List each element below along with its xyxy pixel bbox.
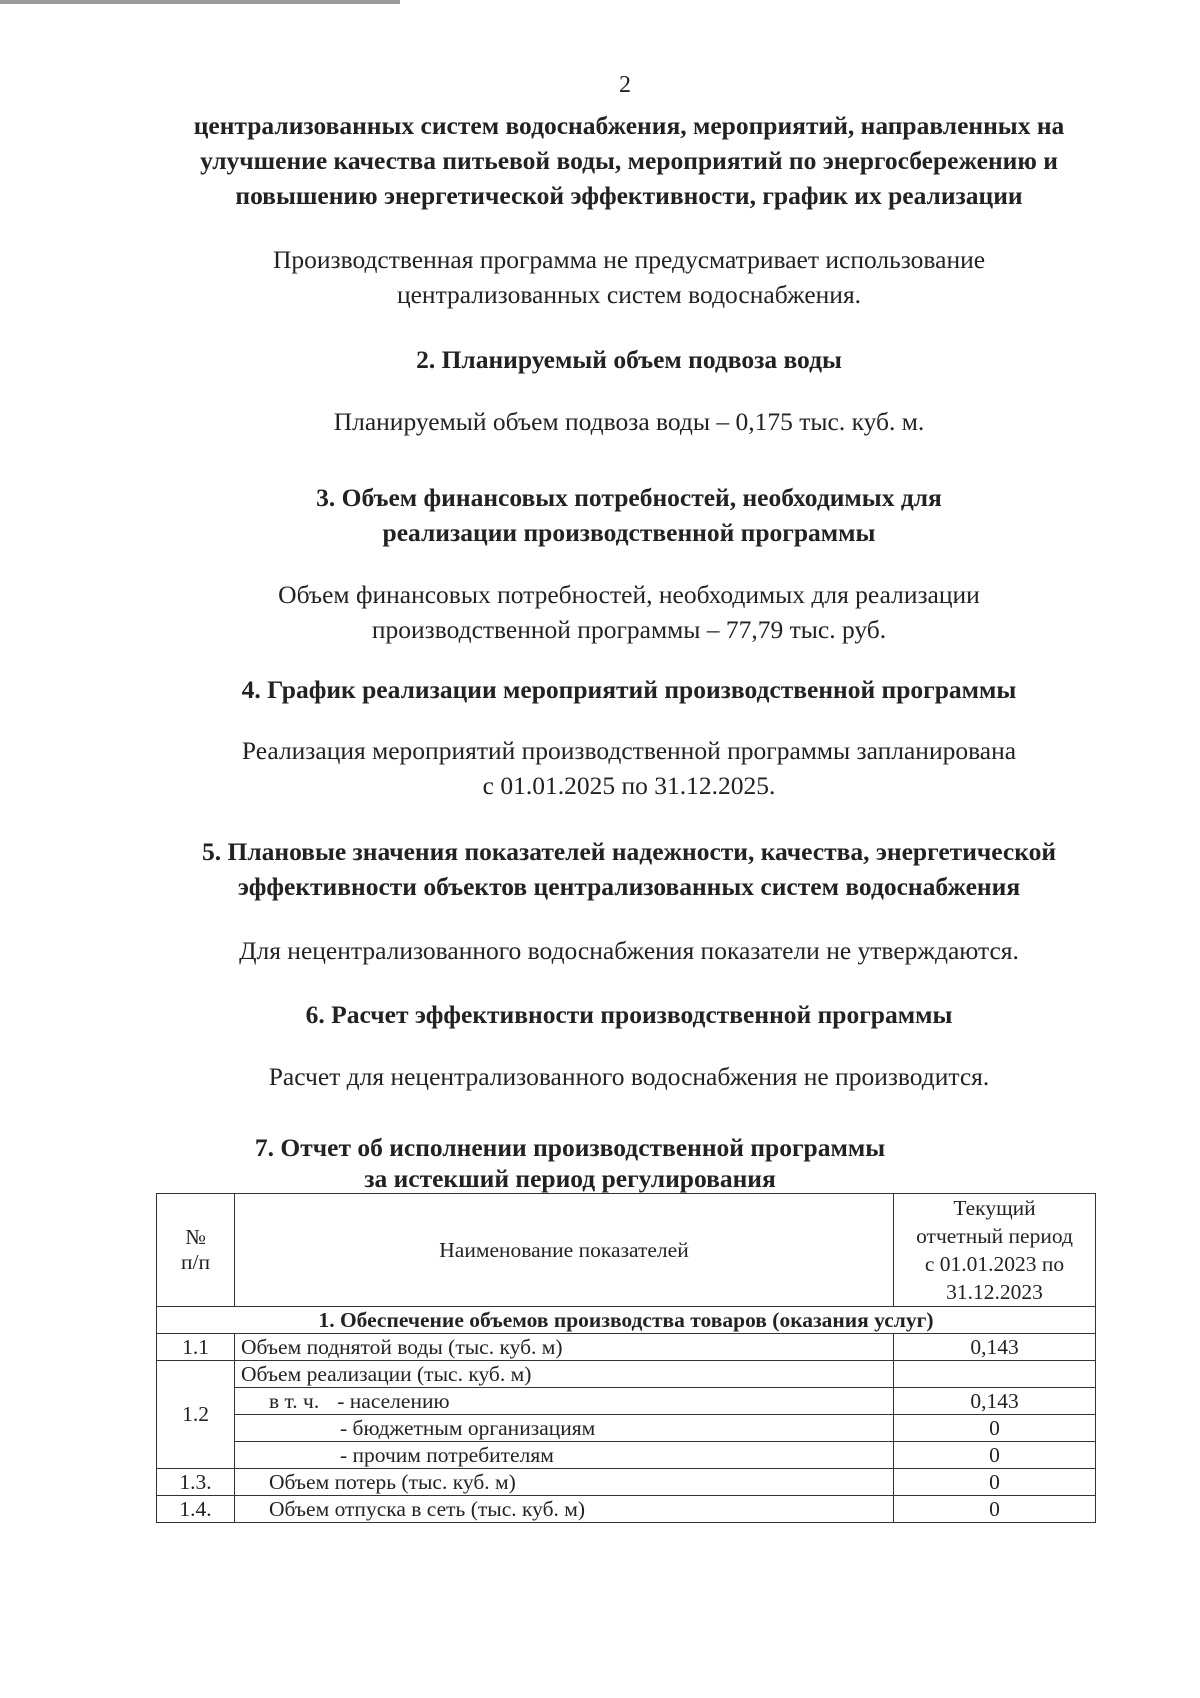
section-7-title-line: 7. Отчет об исполнении производственной программы [254,1133,886,1162]
table-row [157,1469,1096,1496]
section-2-paragraph: Планируемый объем подвоза воды – 0,175 тыс. куб. м. [333,407,925,436]
row-number: 1.2 [157,1361,235,1469]
row-value: 0,143 [894,1334,1096,1361]
table-row [157,1361,1096,1388]
row-name: Объем реализации (тыс. куб. м) [235,1361,894,1388]
intro-paragraph [150,242,1108,312]
table-header-row [157,1194,1096,1307]
row-number: 1.4. [157,1496,235,1523]
section-3-paragraph-line: Объем финансовых потребностей, необходимых для реализации [278,580,980,609]
table-row [157,1334,1096,1361]
section-5-title-line: 5. Плановые значения показателей надежности, качества, энергетической [201,837,1057,866]
section-6-paragraph: Расчет для нецентрализованного водоснабжения не производится. [268,1062,990,1091]
row-subname: - населению [337,1388,450,1413]
header-number-cell [157,1194,235,1307]
intro-text-line: Производственная программа не предусматривает использование [272,245,986,274]
intro-text-line: централизованных систем водоснабжения. [396,280,862,309]
section-3-title-line: 3. Объем финансовых потребностей, необходимых для [316,483,942,512]
row-value [894,1361,1096,1388]
section-2-title [150,342,1108,377]
section-2-title-text: 2. Планируемый объем подвоза воды [416,345,842,374]
header-period-line: с 01.01.2023 по [924,1252,1065,1276]
section-5-title [150,834,1108,904]
header-number-symbol: № [185,1225,206,1249]
section-4-title-text: 4. График реализации мероприятий производственной программы [241,675,1017,704]
row-value: 0 [894,1496,1096,1523]
row-value: 0 [894,1442,1096,1469]
row-name [235,1388,894,1415]
section-7-title-line: за истекший период регулирования [364,1164,776,1193]
section-4-paragraph-line: Реализация мероприятий производственной программы запланирована [241,736,1017,765]
header-period-line: Текущий [953,1196,1036,1220]
section-5-title-line: эффективности объектов централизованных систем водоснабжения [237,872,1021,901]
table-row [157,1415,1096,1442]
header-period-line: 31.12.2023 [946,1280,1043,1304]
header-name-cell: Наименование показателей [235,1194,894,1307]
intro-heading-line: централизованных систем водоснабжения, мероприятий, направленных на [193,111,1065,140]
section-3-title [150,480,1108,550]
section-6-title-text: 6. Расчет эффективности производственной программы [305,1000,953,1029]
section-4-title [150,672,1108,707]
section-5-text [150,933,1108,968]
row-number: 1.3. [157,1469,235,1496]
row-name: - бюджетным организациям [235,1415,894,1442]
section-4-paragraph-line: с 01.01.2025 по 31.12.2025. [482,771,776,800]
intro-heading-line: повышению энергетической эффективности, график их реализации [235,181,1023,210]
row-name: Объем поднятой воды (тыс. куб. м) [235,1334,894,1361]
section-row-title: 1. Обеспечение объемов производства товаров (оказания услуг) [157,1307,1096,1334]
row-value: 0 [894,1415,1096,1442]
section-6-title [150,997,1108,1032]
section-3-text [150,577,1108,647]
section-3-title-line: реализации производственной программы [382,518,876,547]
table-row [157,1388,1096,1415]
section-5-paragraph: Для нецентрализованного водоснабжения показатели не утверждаются. [239,936,1019,965]
section-3-paragraph-line: производственной программы – 77,79 тыс. руб. [371,615,887,644]
section-2-text [150,404,1108,439]
row-name: Объем потерь (тыс. куб. м) [235,1469,894,1496]
row-value: 0 [894,1469,1096,1496]
row-name: Объем отпуска в сеть (тыс. куб. м) [235,1496,894,1523]
table-row [157,1442,1096,1469]
header-period-cell [894,1194,1096,1307]
table-row [157,1496,1096,1523]
intro-heading [150,108,1108,213]
header-number-abbr: п/п [181,1250,210,1274]
page-number: 2 [619,72,631,98]
report-table [156,1193,1096,1523]
row-number: 1.1 [157,1334,235,1361]
row-name: - прочим потребителям [235,1442,894,1469]
row-value: 0,143 [894,1388,1096,1415]
header-period-line: отчетный период [916,1224,1073,1248]
table-section-row [157,1307,1096,1334]
section-7-title [150,1130,990,1193]
scan-edge-artifact [0,0,400,4]
row-prefix: в т. ч. [269,1388,320,1413]
section-4-text [150,733,1108,803]
intro-heading-line: улучшение качества питьевой воды, мероприятий по энергосбережению и [200,146,1058,175]
section-6-text [150,1059,1108,1094]
